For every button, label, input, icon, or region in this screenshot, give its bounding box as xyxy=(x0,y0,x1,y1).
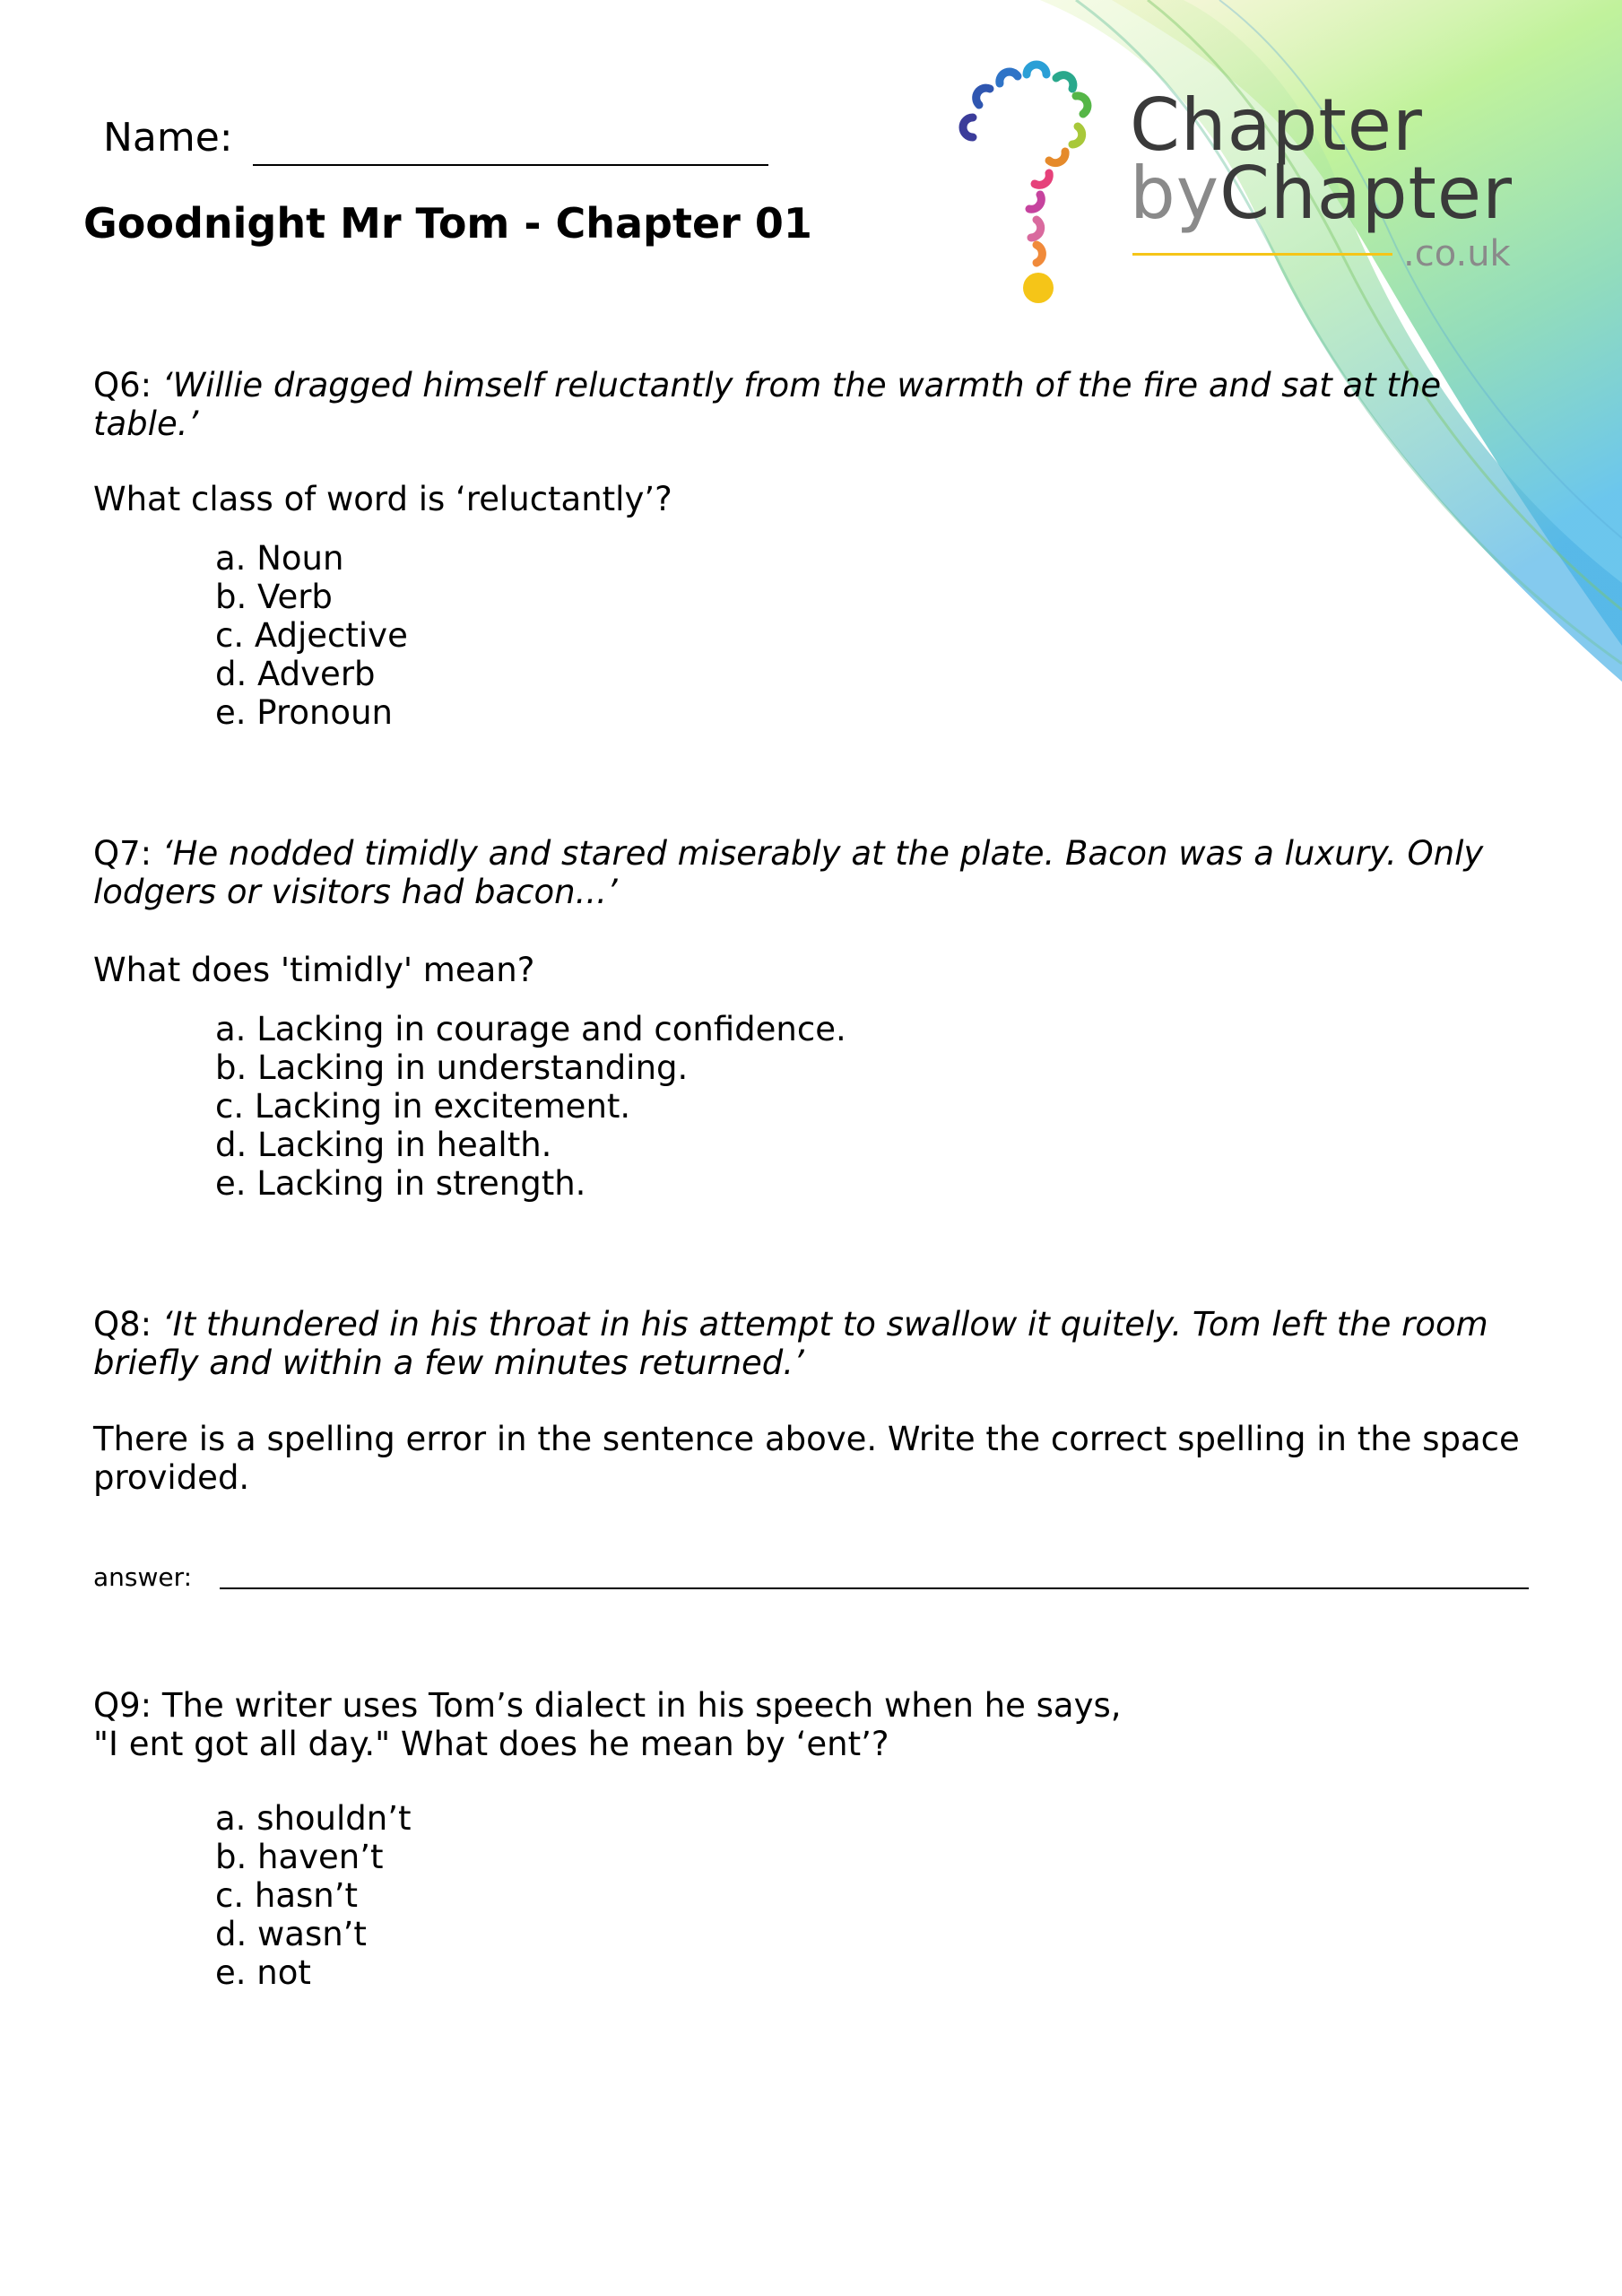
option-b[interactable]: b. haven’t xyxy=(215,1838,384,1876)
logo-underline xyxy=(1132,253,1392,256)
option-c[interactable]: c. Lacking in excitement. xyxy=(215,1087,631,1126)
question-8-quote xyxy=(93,1305,1528,1382)
option-b[interactable]: b. Lacking in understanding. xyxy=(215,1048,689,1087)
answer-label: answer: xyxy=(93,1562,193,1592)
logo-word-chapter: Chapter xyxy=(1130,83,1423,167)
option-e[interactable]: e. not xyxy=(215,1953,311,1992)
quote-text: ‘It thundered in his throat in his attempt to swallow it quitely. Tom left the room briefly and within a few minutes returned.’ xyxy=(93,1305,1488,1382)
page-title: Goodnight Mr Tom - Chapter 01 xyxy=(83,199,812,248)
logo-domain: .co.uk xyxy=(1403,233,1511,274)
question-7-options xyxy=(215,1010,846,1203)
quote-text: ‘Willie dragged himself reluctantly from the warmth of the fire and sat at the table.’ xyxy=(93,366,1442,443)
question-7-prompt: What does 'timidly' mean? xyxy=(93,951,535,989)
option-c[interactable]: c. hasn’t xyxy=(215,1876,358,1915)
option-c[interactable]: c. Adjective xyxy=(215,616,408,655)
question-9-prompt xyxy=(93,1686,1528,1763)
question-6-options xyxy=(215,539,408,732)
quote-text: ‘He nodded timidly and stared miserably at the plate. Bacon was a luxury. Only lodgers or visitors had bacon...’ xyxy=(93,834,1484,911)
option-d[interactable]: d. Lacking in health. xyxy=(215,1126,552,1164)
option-d[interactable]: d. Adverb xyxy=(215,655,376,693)
answer-field-line[interactable] xyxy=(220,1587,1529,1589)
name-label: Name: xyxy=(103,115,233,161)
book-question-mark-icon xyxy=(950,49,1121,318)
option-e[interactable]: e. Pronoun xyxy=(215,693,393,732)
question-number: Q7: xyxy=(93,834,152,873)
question-6-prompt: What class of word is ‘reluctantly’? xyxy=(93,480,672,518)
option-e[interactable]: e. Lacking in strength. xyxy=(215,1164,586,1203)
question-9-line-2: "I ent got all day." What does he mean by ‘ent’? xyxy=(93,1725,889,1763)
question-6-quote xyxy=(93,366,1528,443)
question-number: Q8: xyxy=(93,1305,152,1344)
option-a[interactable]: a. Lacking in courage and confidence. xyxy=(215,1010,846,1048)
logo-word-by: by xyxy=(1130,152,1220,235)
question-9-line-1: Q9: The writer uses Tom’s dialect in his speech when he says, xyxy=(93,1686,1122,1725)
question-8-prompt: There is a spelling error in the sentence above. Write the correct spelling in the space provided. xyxy=(93,1420,1520,1497)
option-a[interactable]: a. Noun xyxy=(215,539,344,578)
question-7-quote xyxy=(93,834,1528,911)
question-9-options xyxy=(215,1799,412,1992)
logo-word-by-chapter xyxy=(1130,152,1513,235)
chapter-by-chapter-logo xyxy=(950,49,1524,318)
option-a[interactable]: a. shouldn’t xyxy=(215,1799,412,1838)
question-number: Q6: xyxy=(93,366,152,404)
option-d[interactable]: d. wasn’t xyxy=(215,1915,367,1953)
logo-word-chapter-2: Chapter xyxy=(1219,152,1513,235)
name-field-line[interactable] xyxy=(253,164,768,166)
option-b[interactable]: b. Verb xyxy=(215,578,333,616)
